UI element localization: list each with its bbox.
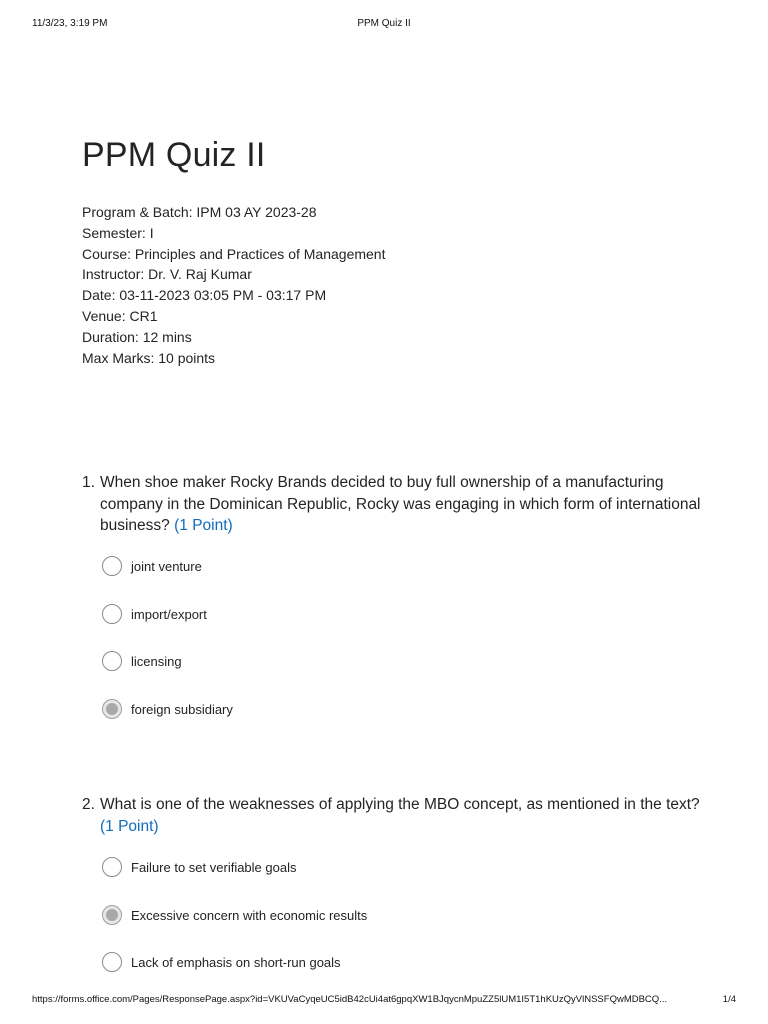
question-2: [82, 794, 702, 837]
question-1: [82, 472, 702, 537]
form-title: PPM Quiz II: [82, 136, 266, 174]
description-date: Date: 03-11-2023 03:05 PM - 03:17 PM: [82, 287, 327, 304]
description-course: Course: Principles and Practices of Management: [82, 245, 386, 262]
radio-button[interactable]: [102, 651, 122, 671]
print-page-number: 1/4: [722, 994, 736, 1005]
radio-button[interactable]: [102, 857, 122, 877]
question-2-text: [82, 794, 702, 837]
form-description: [82, 202, 682, 368]
q2-option-lack-short-run-goals[interactable]: [102, 950, 341, 974]
question-2-prompt: What is one of the weaknesses of applying the MBO concept, as mentioned in the text?: [100, 796, 700, 813]
description-duration: Duration: 12 mins: [82, 328, 192, 345]
print-doc-title: PPM Quiz II: [357, 18, 411, 29]
q1-option-foreign-subsidiary[interactable]: [102, 697, 233, 721]
q2-option-failure-verifiable-goals[interactable]: [102, 855, 296, 879]
radio-button[interactable]: [102, 952, 122, 972]
description-instructor: Instructor: Dr. V. Raj Kumar: [82, 266, 252, 283]
question-2-number: 2.: [82, 796, 95, 813]
option-label: foreign subsidiary: [131, 701, 233, 717]
option-label: Excessive concern with economic results: [131, 907, 368, 923]
description-program-batch: Program & Batch: IPM 03 AY 2023-28: [82, 204, 317, 220]
radio-button[interactable]: [102, 556, 122, 576]
option-label: Lack of emphasis on short-run goals: [131, 954, 341, 970]
question-1-prompt: When shoe maker Rocky Brands decided to buy full ownership of a manufacturing company in the Dominican Republic, Rocky was engaging in which form of international business?: [100, 474, 701, 534]
radio-button[interactable]: [102, 604, 122, 624]
print-footer: [0, 994, 768, 1010]
description-max-marks: Max Marks: 10 points: [82, 349, 216, 366]
print-url: https://forms.office.com/Pages/ResponsePage.aspx?id=VKUVaCyqeUC5idB42cUi4at6gpqXW1BJqycnMpuZZ5lUM1I5T1hKUzQyVlNSSFQwMDBCQ...: [32, 994, 668, 1005]
q1-option-licensing[interactable]: [102, 649, 182, 673]
description-semester: Semester: I: [82, 224, 154, 241]
question-1-points: (1 Point): [174, 517, 233, 534]
option-label: Failure to set verifiable goals: [131, 859, 297, 875]
radio-button-selected[interactable]: [102, 699, 122, 719]
q1-option-import-export[interactable]: [102, 602, 207, 626]
q2-option-excessive-concern-economic[interactable]: [102, 903, 367, 927]
question-1-number: 1.: [82, 474, 95, 491]
print-header: [0, 14, 768, 34]
question-1-text: [82, 472, 702, 537]
option-label: joint venture: [131, 558, 202, 574]
q1-option-joint-venture[interactable]: [102, 554, 202, 578]
radio-button-selected[interactable]: [102, 905, 122, 925]
question-2-points: (1 Point): [100, 817, 159, 835]
option-label: import/export: [131, 606, 207, 622]
print-datetime: 11/3/23, 3:19 PM: [32, 18, 108, 29]
description-venue: Venue: CR1: [82, 307, 158, 324]
option-label: licensing: [131, 653, 182, 669]
